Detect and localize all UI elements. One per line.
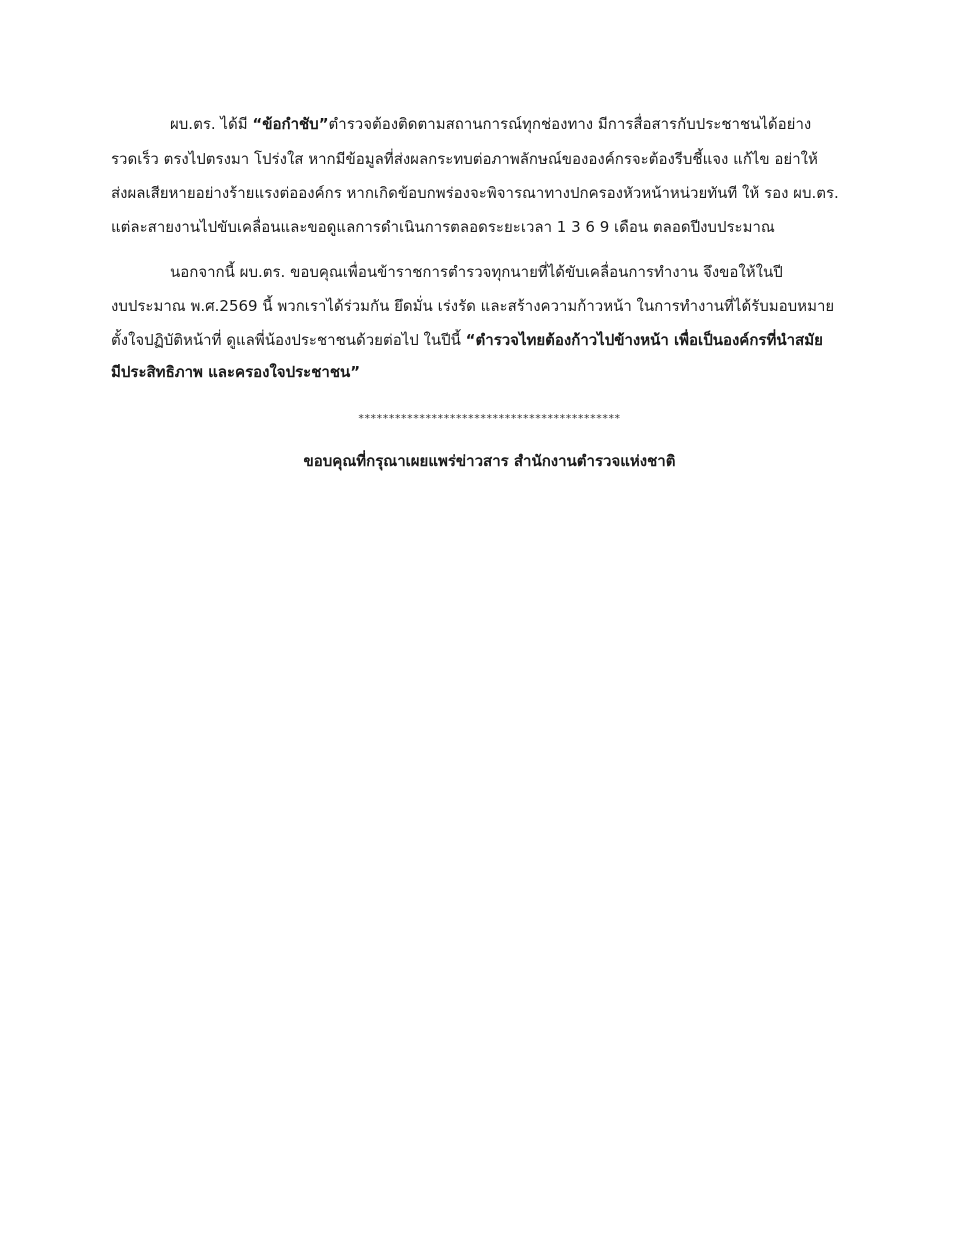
p2-line3-emphasis: “ตำรวจไทยต้องก้าวไปข้างหน้า เพื่อเป็นองค์กรที่นำสมัย — [465, 331, 823, 349]
closing-thanks: ขอบคุณที่กรุณาเผยแพร่ข่าวสาร สำนักงานตำรวจแห่งชาติ — [303, 452, 676, 470]
paragraph-1-line-1 — [170, 114, 811, 134]
paragraph-1-line-3: ส่งผลเสียหายอย่างร้ายแรงต่อองค์กร หากเกิดข้อบกพร่องจะพิจารณาทางปกครองหัวหน้าหน่วยทันที ให้ รอง ผบ.ตร. — [111, 184, 839, 202]
paragraph-2-line-2: งบประมาณ พ.ศ.2569 นี้ พวกเราได้ร่วมกัน ยึดมั่น เร่งรัด และสร้างความก้าวหน้า ในการทำงานที่ได้รับมอบหมาย — [111, 297, 835, 315]
p2-line3-pre: ตั้งใจปฏิบัติหน้าที่ ดูแลพี่น้องประชาชนด้วยต่อไป ในปีนี้ — [111, 331, 466, 349]
p1-line1-pre: ผบ.ตร. ได้มี — [170, 115, 253, 133]
p1-line1-emphasis: “ข้อกำชับ” — [252, 115, 329, 133]
paragraph-1-line-2: รวดเร็ว ตรงไปตรงมา โปร่งใส หากมีข้อมูลที่ส่งผลกระทบต่อภาพลักษณ์ขององค์กรจะต้องรีบชี้แจง แก้ไข อย่าให้ — [111, 150, 818, 168]
paragraph-2-line-1: นอกจากนี้ ผบ.ตร. ขอบคุณเพื่อนข้าราชการตำรวจทุกนายที่ได้ขับเคลื่อนการทำงาน จึงขอให้ในปี — [170, 263, 783, 281]
paragraph-2-line-4: มีประสิทธิภาพ และครองใจประชาชน” — [111, 363, 361, 381]
p1-line1-post: ตำรวจต้องติดตามสถานการณ์ทุกช่องทาง มีการสื่อสารกับประชาชนได้อย่าง — [328, 115, 812, 133]
paragraph-2-line-3 — [111, 330, 823, 350]
paragraph-1-line-4: แต่ละสายงานไปขับเคลื่อนและขอดูแลการดำเนินการตลอดระยะเวลา 1 3 6 9 เดือน ตลอดปีงบประมาณ — [111, 218, 775, 236]
separator-stars: ******************************************* — [358, 412, 621, 425]
